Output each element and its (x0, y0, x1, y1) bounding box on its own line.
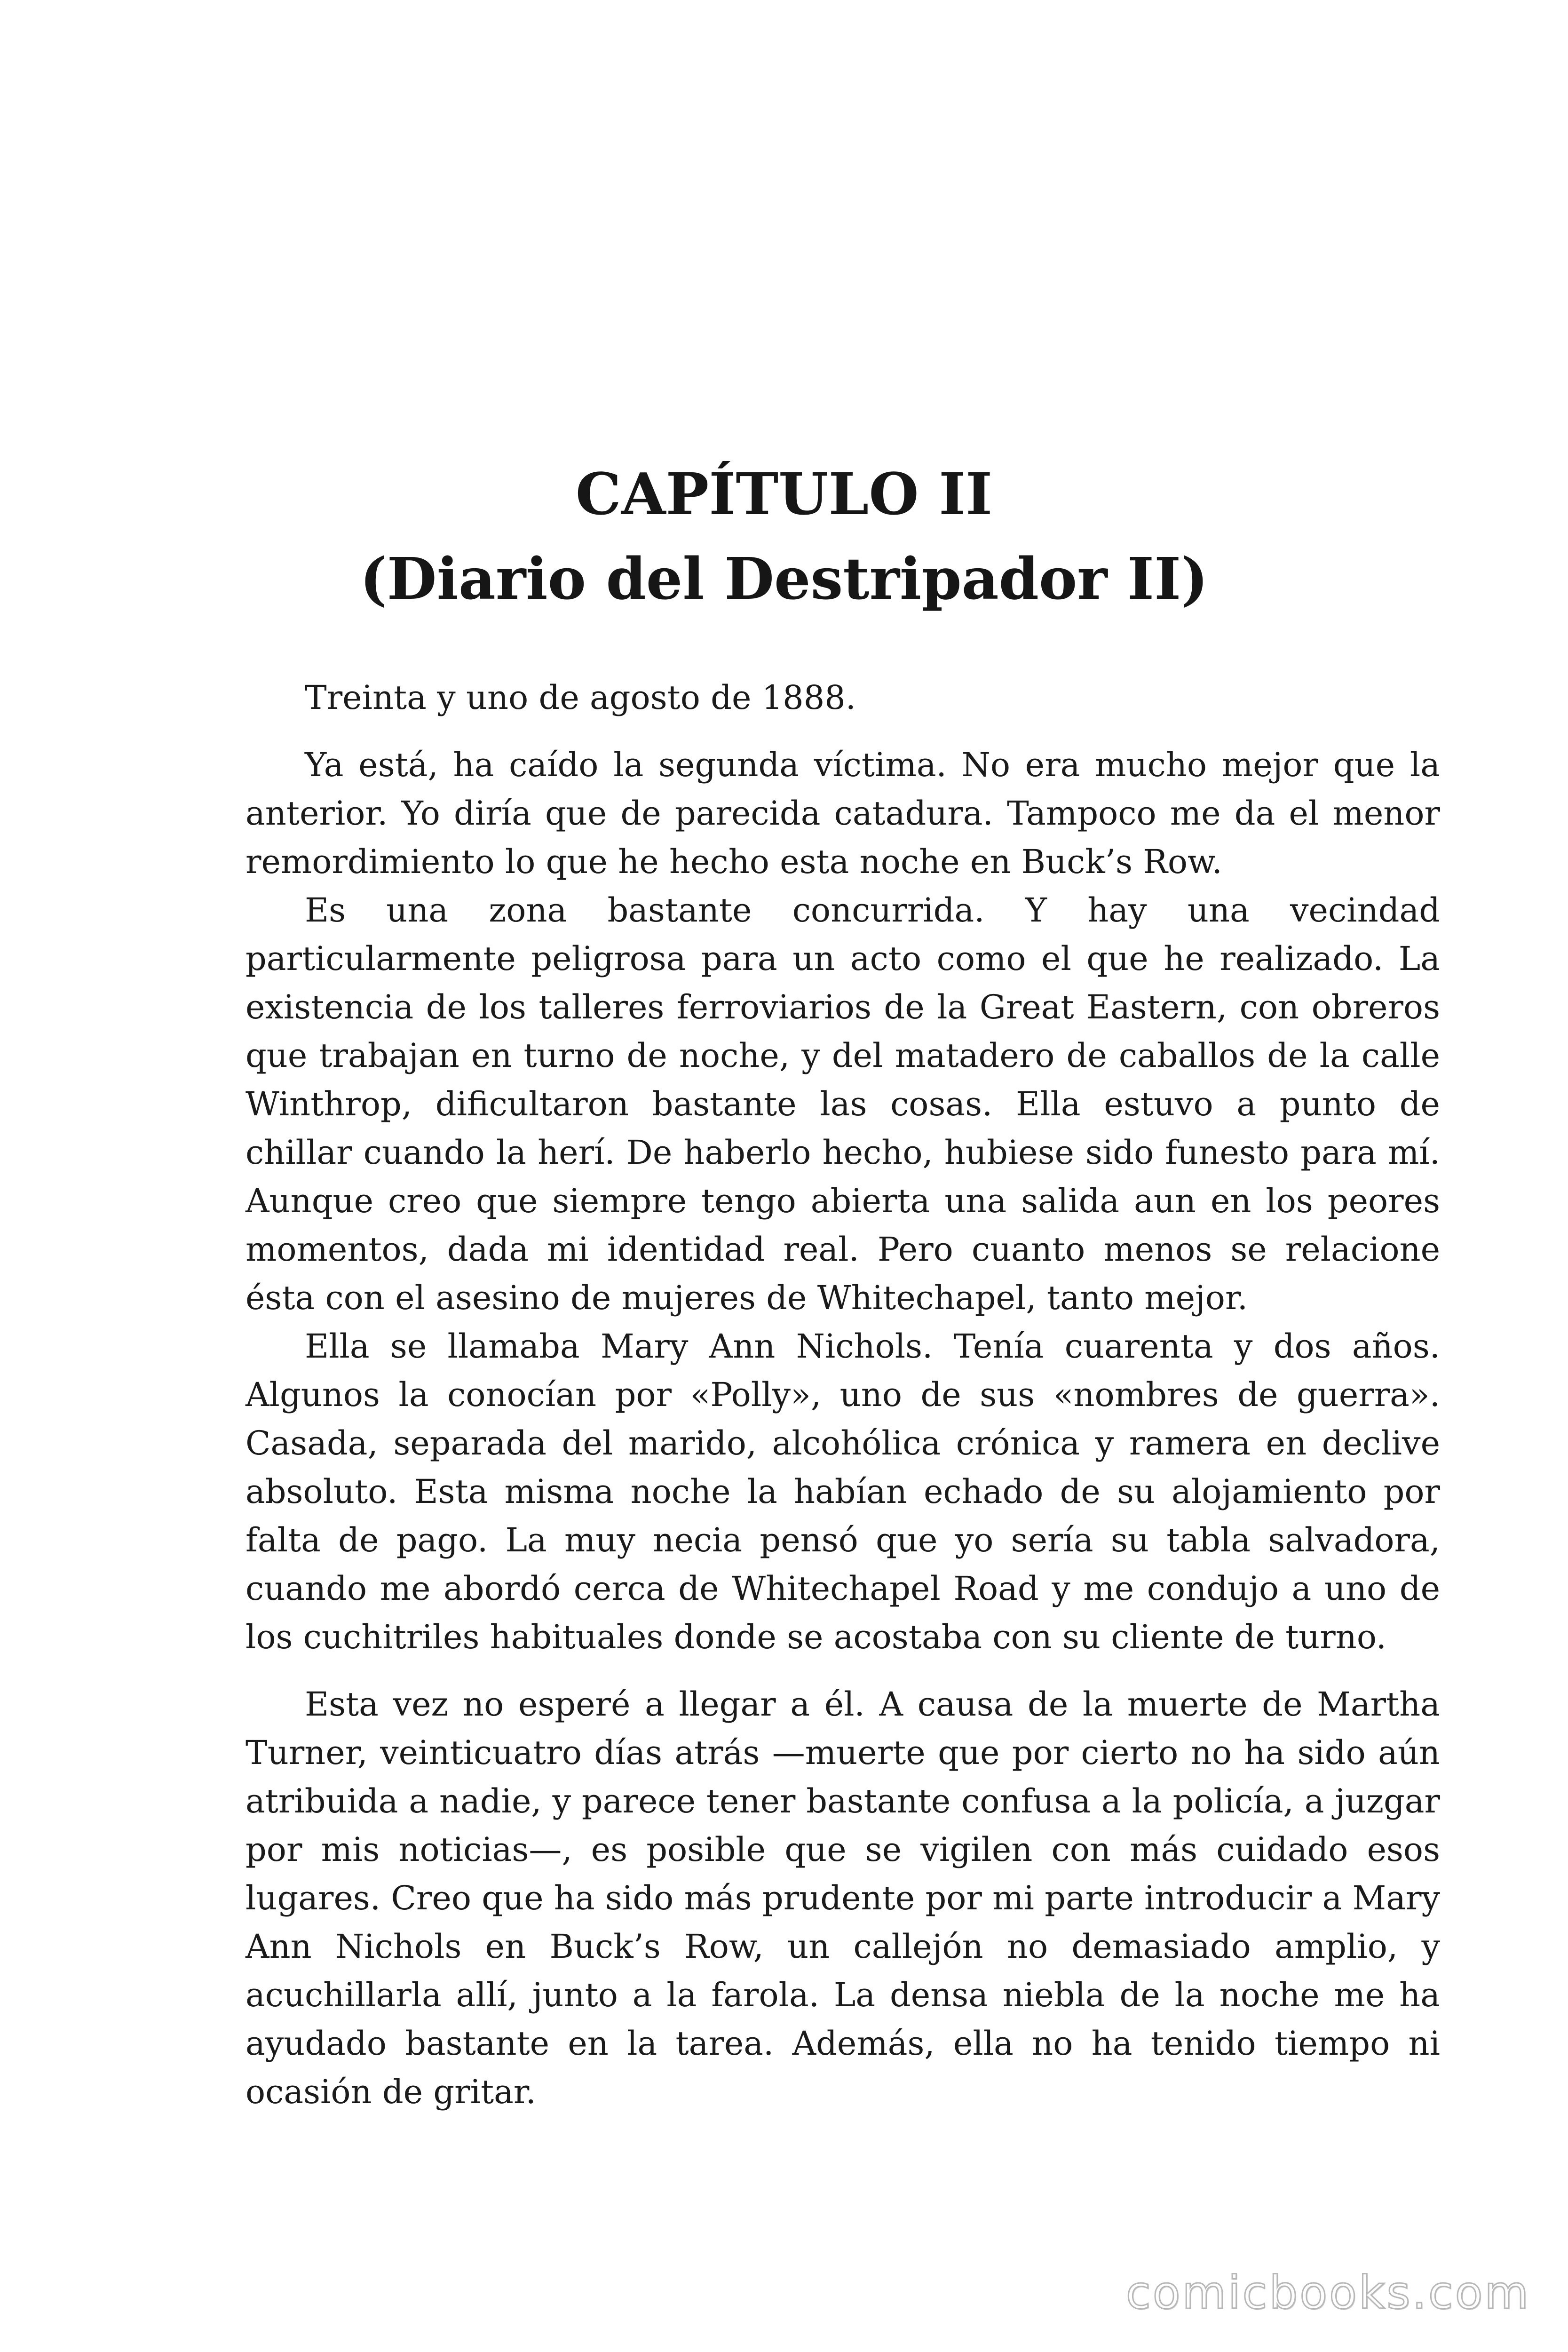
paragraph: Esta vez no esperé a llegar a él. A causa de la muerte de Martha Turner, veinticuatro días atrás —muerte que por cierto no ha sido aún atribuida a nadie, y parece tener bastante confusa a la policía, a juzgar por mis noticias—, es posible que se vigilen con más cuidado esos lugares. Creo que ha sido más prudente por mi parte introducir a Mary Ann Nichols en Buck’s Row, un callejón no demasiado amplio, y acuchillarla allí, junto a la farola. La densa niebla de la noche me ha ayudado bastante en la tarea. Además, ella no ha tenido tiempo ni ocasión de gritar. (245, 1685, 1440, 2111)
chapter-title-line-1: CAPÍTULO II (575, 460, 993, 528)
chapter-title-line-2: (Diario del Destripador II) (360, 545, 1208, 612)
paragraph-dateline: Treinta y uno de agosto de 1888. (305, 678, 856, 717)
paragraph: Es una zona bastante concurrida. Y hay una vecindad particularmente peligrosa para un acto como el que he realizado. La existencia de los talleres ferroviarios de la Great Eastern, con obreros que trabajan en turno de noche, y del matadero de caballos de la calle Winthrop, dificultaron bastante las cosas. Ella estuvo a punto de chillar cuando la herí. De haberlo hecho, hubiese sido funesto para mí. Aunque creo que siempre tengo abierta una salida aun en los peores momentos, dada mi identidad real. Pero cuanto menos se relacione ésta con el asesino de mujeres de Whitechapel, tanto mejor. (245, 891, 1440, 1317)
paragraph: Ella se llamaba Mary Ann Nichols. Tenía cuarenta y dos años. Algunos la conocían por «Polly», uno de sus «nombres de guerra». Casada, separada del marido, alcohólica crónica y ramera en declive absoluto. Esta misma noche la habían echado de su alojamiento por falta de pago. La muy necia pensó que yo sería su tabla salvadora, cuando me abordó cerca de Whitechapel Road y me condujo a uno de los cuchitriles habituales donde se acostaba con su cliente de turno. (245, 1327, 1440, 1656)
chapter-title (0, 452, 1568, 621)
watermark: comicbooks.com (1125, 2266, 1530, 2319)
chapter-body (245, 674, 1440, 2116)
paragraph: Ya está, ha caído la segunda víctima. No era mucho mejor que la anterior. Yo diría que de parecida catadura. Tampoco me da el menor remordimiento lo que he hecho esta noche en Buck’s Row. (245, 746, 1440, 881)
